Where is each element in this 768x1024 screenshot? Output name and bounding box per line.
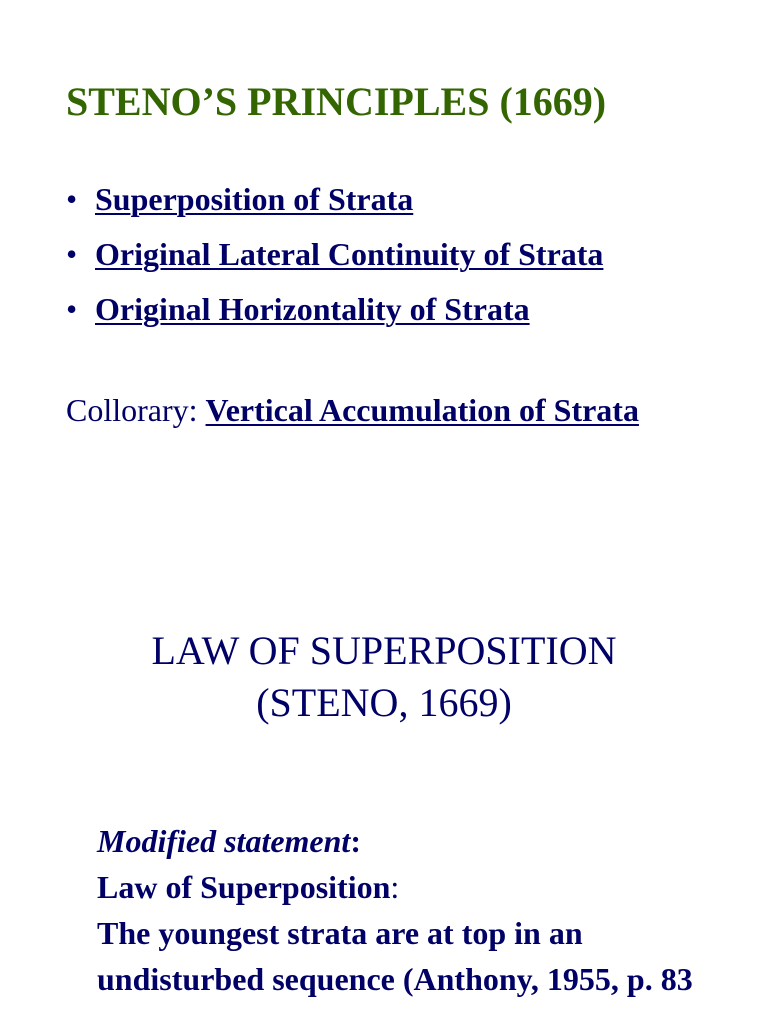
modified-statement — [97, 818, 717, 1002]
corollary — [66, 387, 735, 433]
law-heading-line2: (STENO, 1669) — [256, 680, 512, 725]
link-lateral-continuity[interactable]: Original Lateral Continuity of Strata — [95, 236, 604, 272]
statement-body: The youngest strata are at top in an undisturbed sequence (Anthony, 1955, p. 83 — [97, 915, 693, 997]
bullet-icon: • — [66, 181, 78, 217]
list-item-superposition — [66, 176, 746, 222]
link-superposition[interactable]: Superposition of Strata — [95, 181, 414, 217]
bullet-icon: • — [66, 236, 78, 272]
list-item-lateral-continuity — [66, 231, 746, 277]
statement-heading-line — [97, 818, 717, 864]
link-vertical-accumulation[interactable]: Vertical Accumulation of Strata — [205, 392, 639, 428]
statement-law-name-line — [97, 864, 717, 910]
slide-title: STENO’S PRINCIPLES (1669) — [66, 79, 607, 124]
statement-heading: Modified statement — [97, 823, 351, 859]
statement-law-name-colon: : — [390, 869, 400, 905]
law-heading — [0, 625, 768, 729]
corollary-label: Collorary: — [66, 392, 206, 428]
statement-law-name: Law of Superposition — [97, 869, 391, 905]
bullet-icon: • — [66, 291, 78, 327]
principles-list — [66, 176, 746, 341]
link-horizontality[interactable]: Original Horizontality of Strata — [95, 291, 530, 327]
list-item-horizontality — [66, 286, 746, 332]
statement-heading-colon: : — [350, 823, 361, 859]
law-heading-line1: LAW OF SUPERPOSITION — [151, 628, 617, 673]
